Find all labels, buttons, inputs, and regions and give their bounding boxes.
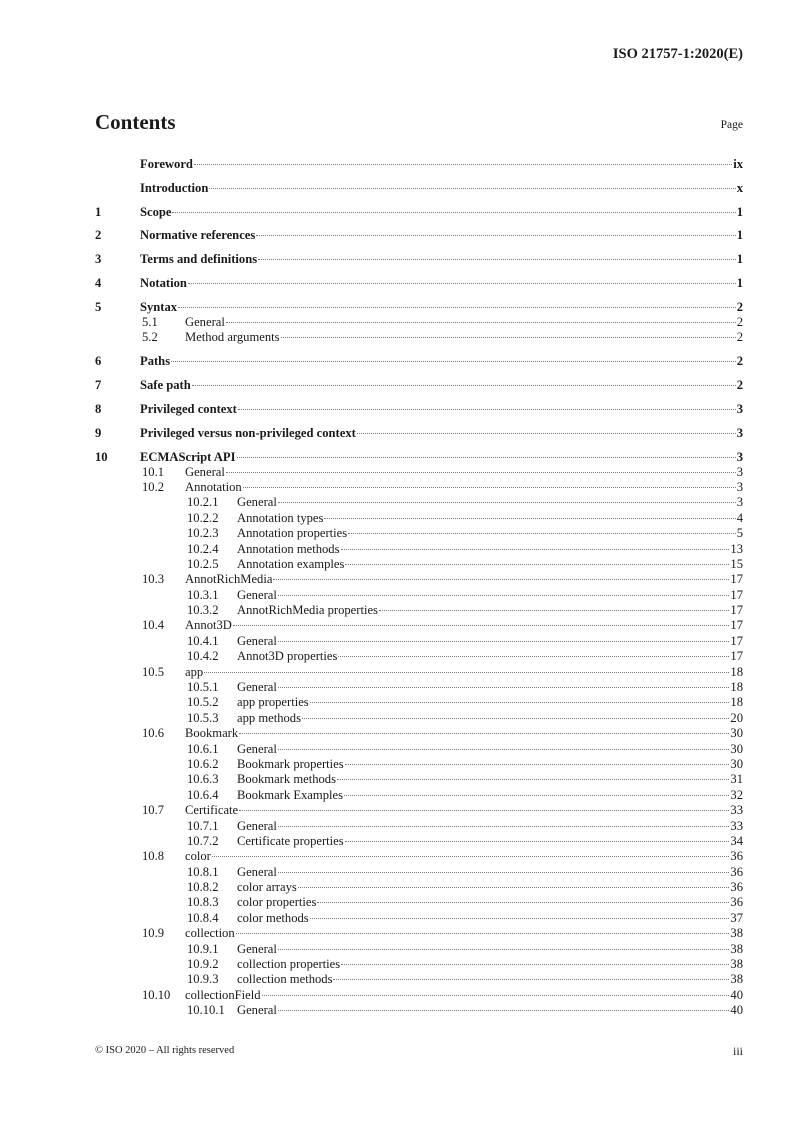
toc-entry[interactable]: [95, 1003, 743, 1018]
toc-entry[interactable]: [95, 603, 743, 618]
toc-entry-page[interactable]: 17: [730, 603, 743, 618]
toc-entry[interactable]: [95, 204, 743, 220]
toc-entry-number: 10.4.2: [187, 649, 219, 664]
toc-entry[interactable]: [95, 880, 743, 895]
toc-entry[interactable]: [95, 665, 743, 680]
toc-entry-page[interactable]: 36: [730, 880, 743, 895]
toc-entry[interactable]: [95, 649, 743, 664]
toc-entry-page[interactable]: 3: [736, 401, 743, 416]
toc-entry[interactable]: [95, 742, 743, 757]
toc-entry-title[interactable]: Annotation examples: [237, 556, 345, 571]
toc-entry[interactable]: [95, 511, 743, 526]
dot-leader: [345, 764, 730, 765]
toc-entry-page[interactable]: 36: [730, 895, 743, 910]
dot-leader: [256, 235, 735, 236]
dot-leader: [278, 502, 736, 503]
toc-entry[interactable]: [95, 849, 743, 864]
dot-leader: [178, 307, 736, 308]
toc-entry-number: 10.10.1: [187, 1003, 225, 1018]
dot-leader: [302, 718, 729, 719]
toc-entry-number: 10.10: [142, 987, 171, 1002]
toc-entry-page[interactable]: 32: [730, 787, 743, 802]
toc-entry-number: 10.7: [142, 803, 165, 818]
dot-leader: [310, 702, 730, 703]
toc-entry[interactable]: [95, 465, 743, 480]
toc-entry-title[interactable]: collection properties: [237, 957, 341, 972]
dot-leader: [278, 595, 730, 596]
toc-entry-number: 6: [95, 354, 102, 369]
toc-entry[interactable]: [95, 572, 743, 587]
toc-entry-title[interactable]: General: [237, 587, 277, 602]
toc-entry[interactable]: [95, 353, 743, 369]
toc-entry-title[interactable]: Annot3D properties: [237, 649, 338, 664]
toc-entry[interactable]: [95, 911, 743, 926]
dot-leader: [341, 549, 730, 550]
toc-entry[interactable]: [95, 557, 743, 572]
toc-entry-page[interactable]: 40: [730, 1003, 743, 1018]
toc-entry-page[interactable]: 18: [730, 680, 743, 695]
toc-entry-title[interactable]: app: [185, 664, 204, 679]
toc-entry-number: 10.5: [142, 664, 165, 679]
toc-entry-title[interactable]: Bookmark properties: [237, 756, 344, 771]
toc-entry-number: 9: [95, 425, 102, 440]
toc-entry-page[interactable]: 3: [736, 495, 743, 510]
dot-leader: [278, 641, 730, 642]
toc-entry[interactable]: [95, 425, 743, 441]
toc-entry[interactable]: [95, 834, 743, 849]
toc-entry-page[interactable]: 17: [730, 572, 743, 587]
toc-entry-number: 10.9: [142, 926, 165, 941]
toc-entry[interactable]: [95, 299, 743, 315]
toc-entry-title[interactable]: Certificate: [185, 803, 239, 818]
dot-leader: [262, 995, 730, 996]
toc-entry-title[interactable]: Annotation: [185, 479, 242, 494]
dot-leader: [258, 259, 736, 260]
table-of-contents: [95, 156, 743, 1019]
toc-entry-number: 10.9.1: [187, 941, 219, 956]
toc-entry-title[interactable]: Bookmark: [185, 726, 239, 741]
toc-entry-title[interactable]: color properties: [237, 895, 317, 910]
toc-entry-number: 10.3: [142, 572, 165, 587]
dot-leader: [239, 810, 729, 811]
toc-entry-title[interactable]: app methods: [237, 710, 302, 725]
toc-entry-title[interactable]: Certificate properties: [237, 833, 344, 848]
toc-entry[interactable]: [95, 942, 743, 957]
toc-entry-title[interactable]: Normative references: [140, 228, 256, 243]
toc-entry-title[interactable]: Annotation methods: [237, 541, 340, 556]
toc-entry-title[interactable]: Privileged context: [140, 401, 237, 416]
toc-entry-page[interactable]: 3: [736, 464, 743, 479]
toc-entry[interactable]: [95, 275, 743, 291]
toc-entry-title[interactable]: Bookmark methods: [237, 772, 336, 787]
toc-entry[interactable]: [95, 957, 743, 972]
toc-entry-number: 10.7.2: [187, 833, 219, 848]
toc-entry-number: 10.3.2: [187, 603, 219, 618]
toc-entry-page[interactable]: 2: [736, 378, 743, 393]
toc-entry[interactable]: [95, 449, 743, 465]
dot-leader: [273, 579, 729, 580]
toc-entry-page[interactable]: 17: [730, 587, 743, 602]
toc-entry[interactable]: [95, 588, 743, 603]
toc-entry[interactable]: [95, 480, 743, 495]
dot-leader: [345, 564, 729, 565]
toc-entry-number: 10.2: [142, 479, 165, 494]
toc-entry-page[interactable]: 20: [730, 710, 743, 725]
toc-entry-number: 7: [95, 378, 102, 393]
dot-leader: [278, 872, 730, 873]
toc-entry-number: 10.8.4: [187, 910, 219, 925]
dot-leader: [341, 964, 729, 965]
toc-entry-page[interactable]: x: [736, 180, 743, 195]
toc-entry-title[interactable]: General: [237, 818, 277, 833]
toc-entry-title[interactable]: Foreword: [140, 157, 193, 171]
dot-leader: [278, 687, 730, 688]
toc-entry[interactable]: [95, 377, 743, 393]
toc-entry-title[interactable]: Annotation properties: [237, 526, 348, 541]
toc-entry-page[interactable]: 17: [730, 618, 743, 633]
toc-entry-title[interactable]: Privileged versus non-privileged context: [140, 425, 356, 440]
page-column-label: Page: [720, 119, 743, 131]
toc-entry-number: 10.6.3: [187, 772, 219, 787]
toc-entry-page[interactable]: 15: [730, 556, 743, 571]
toc-entry-title[interactable]: collection: [185, 926, 235, 941]
toc-entry[interactable]: [95, 695, 743, 710]
toc-entry[interactable]: [95, 180, 743, 196]
footer-page-number: iii: [732, 1044, 743, 1058]
dot-leader: [238, 409, 736, 410]
toc-entry-number: 10.6: [142, 726, 165, 741]
dot-leader: [171, 361, 736, 362]
toc-entry-number: 10.8.2: [187, 880, 219, 895]
toc-entry-page[interactable]: 1: [736, 252, 743, 267]
dot-leader: [298, 887, 730, 888]
toc-entry-number: 10.6.2: [187, 756, 219, 771]
toc-entry[interactable]: [95, 680, 743, 695]
toc-entry-page[interactable]: 38: [730, 972, 743, 987]
toc-entry-page[interactable]: 1: [736, 204, 743, 219]
toc-entry-number: 10.6.4: [187, 787, 219, 802]
toc-entry-number: 10.7.1: [187, 818, 219, 833]
toc-entry-number: 10.1: [142, 464, 165, 479]
toc-entry-title[interactable]: General: [237, 680, 277, 695]
toc-entry-title[interactable]: General: [237, 741, 277, 756]
toc-entry-page[interactable]: 37: [730, 910, 743, 925]
toc-entry-title[interactable]: color arrays: [237, 880, 297, 895]
toc-entry-title[interactable]: Annot3D: [185, 618, 232, 633]
toc-entry-page[interactable]: 3: [736, 425, 743, 440]
toc-entry-title[interactable]: Annotation types: [237, 510, 324, 525]
dot-leader: [237, 457, 736, 458]
toc-entry-title[interactable]: General: [185, 464, 225, 479]
dot-leader: [212, 856, 730, 857]
toc-entry-page[interactable]: 33: [730, 803, 743, 818]
toc-entry-number: 10.2.5: [187, 556, 219, 571]
toc-entry-number: 5: [95, 299, 102, 314]
toc-entry-page[interactable]: 2: [736, 354, 743, 369]
toc-entry-title[interactable]: Scope: [140, 204, 172, 219]
toc-entry-number: 10.4: [142, 618, 165, 633]
dot-leader: [278, 949, 730, 950]
toc-entry-page[interactable]: 2: [736, 314, 743, 329]
toc-entry[interactable]: [95, 526, 743, 541]
toc-entry-page[interactable]: ix: [733, 157, 743, 171]
toc-entry-number: 8: [95, 401, 102, 416]
toc-entry-number: 10.8: [142, 849, 165, 864]
toc-entry[interactable]: [95, 401, 743, 417]
toc-entry[interactable]: [95, 788, 743, 803]
toc-entry[interactable]: [95, 227, 743, 243]
toc-entry-page[interactable]: 17: [730, 649, 743, 664]
toc-entry-page[interactable]: 17: [730, 633, 743, 648]
toc-entry-number: 10.5.1: [187, 680, 219, 695]
dot-leader: [379, 610, 729, 611]
dot-leader: [338, 656, 729, 657]
toc-entry-title[interactable]: app properties: [237, 695, 309, 710]
toc-entry[interactable]: [95, 772, 743, 787]
toc-entry-page[interactable]: 38: [730, 941, 743, 956]
toc-entry-number: 10.5.3: [187, 710, 219, 725]
toc-entry-page[interactable]: 3: [736, 479, 743, 494]
dot-leader: [226, 322, 736, 323]
toc-entry[interactable]: [95, 926, 743, 941]
toc-entry-title[interactable]: General: [185, 314, 225, 329]
dot-leader: [188, 283, 736, 284]
dot-leader: [233, 625, 730, 626]
toc-entry-page[interactable]: 2: [736, 330, 743, 345]
dot-leader: [209, 188, 735, 189]
toc-entry-title[interactable]: AnnotRichMedia properties: [237, 603, 378, 618]
toc-entry-number: 1: [95, 204, 102, 219]
toc-entry-page[interactable]: 36: [730, 864, 743, 879]
toc-entry-number: 2: [95, 228, 102, 243]
dot-leader: [236, 933, 730, 934]
toc-entry-page[interactable]: 33: [730, 818, 743, 833]
toc-entry-title[interactable]: collectionField: [185, 987, 261, 1002]
toc-entry-title[interactable]: Method arguments: [185, 330, 280, 345]
toc-entry[interactable]: [95, 634, 743, 649]
dot-leader: [344, 795, 729, 796]
toc-entry-title[interactable]: General: [237, 864, 277, 879]
toc-entry[interactable]: [95, 726, 743, 741]
dot-leader: [239, 733, 729, 734]
dot-leader: [357, 433, 736, 434]
toc-entry-number: 10.2.3: [187, 526, 219, 541]
toc-entry[interactable]: [95, 542, 743, 557]
dot-leader: [281, 337, 736, 338]
dot-leader: [310, 918, 730, 919]
document-id-header: ISO 21757-1:2020(E): [612, 46, 743, 62]
toc-entry-number: 10.2.1: [187, 495, 219, 510]
dot-leader: [324, 518, 735, 519]
toc-entry-page[interactable]: 1: [736, 228, 743, 243]
toc-entry[interactable]: [95, 156, 743, 172]
toc-entry-page[interactable]: 2: [736, 299, 743, 314]
toc-entry-title[interactable]: color methods: [237, 910, 309, 925]
toc-entry-page[interactable]: 30: [730, 741, 743, 756]
toc-entry[interactable]: [95, 618, 743, 633]
toc-entry-title[interactable]: General: [237, 633, 277, 648]
toc-entry-number: 10.6.1: [187, 741, 219, 756]
dot-leader: [345, 841, 730, 842]
toc-entry-page[interactable]: 13: [730, 541, 743, 556]
toc-entry[interactable]: [95, 251, 743, 267]
dot-leader: [337, 779, 729, 780]
toc-entry-page[interactable]: 4: [736, 510, 743, 525]
page-title: Contents: [95, 110, 176, 134]
dot-leader: [333, 979, 729, 980]
toc-entry[interactable]: [95, 895, 743, 910]
toc-entry-number: 3: [95, 252, 102, 267]
toc-entry-title[interactable]: Syntax: [140, 299, 178, 314]
toc-entry[interactable]: [95, 803, 743, 818]
toc-entry-number: 5.2: [142, 330, 158, 345]
toc-entry[interactable]: [95, 865, 743, 880]
dot-leader: [243, 487, 736, 488]
toc-entry[interactable]: [95, 315, 743, 330]
toc-entry-page[interactable]: 40: [730, 987, 743, 1002]
toc-entry-page[interactable]: 1: [736, 275, 743, 290]
toc-entry[interactable]: [95, 711, 743, 726]
toc-entry-title[interactable]: Introduction: [140, 180, 209, 195]
toc-entry-title[interactable]: color: [185, 849, 211, 864]
toc-entry-title[interactable]: General: [237, 495, 277, 510]
toc-entry-page[interactable]: 36: [730, 849, 743, 864]
toc-entry-number: 4: [95, 275, 102, 290]
dot-leader: [317, 902, 729, 903]
toc-entry[interactable]: [95, 495, 743, 510]
toc-entry-page[interactable]: 30: [730, 726, 743, 741]
toc-entry-number: 10.9.3: [187, 972, 219, 987]
toc-entry-title[interactable]: Paths: [140, 354, 171, 369]
toc-entry-number: 10: [95, 449, 108, 464]
toc-entry-number: 5.1: [142, 314, 158, 329]
toc-entry-number: 10.2.4: [187, 541, 219, 556]
toc-entry-number: 10.2.2: [187, 510, 219, 525]
toc-entry[interactable]: [95, 988, 743, 1003]
toc-entry[interactable]: [95, 757, 743, 772]
toc-entry-title[interactable]: General: [237, 1003, 277, 1018]
toc-entry-title[interactable]: Notation: [140, 275, 187, 290]
toc-entry-page[interactable]: 5: [736, 526, 743, 541]
toc-entry-title[interactable]: Bookmark Examples: [237, 787, 343, 802]
dot-leader: [348, 533, 736, 534]
dot-leader: [278, 1010, 730, 1011]
dot-leader: [204, 672, 729, 673]
toc-entry-title[interactable]: ECMAScript API: [140, 449, 236, 464]
toc-entry-title[interactable]: collection methods: [237, 972, 333, 987]
dot-leader: [192, 385, 736, 386]
toc-entry-page[interactable]: 3: [736, 449, 743, 464]
toc-entry-title[interactable]: AnnotRichMedia: [185, 572, 273, 587]
toc-entry-number: 10.5.2: [187, 695, 219, 710]
dot-leader: [194, 164, 732, 165]
dot-leader: [278, 826, 730, 827]
toc-entry[interactable]: [95, 972, 743, 987]
toc-entry-page[interactable]: 18: [730, 664, 743, 679]
toc-entry-number: 10.4.1: [187, 633, 219, 648]
dot-leader: [278, 749, 730, 750]
toc-entry-title[interactable]: General: [237, 941, 277, 956]
toc-entry-page[interactable]: 18: [730, 695, 743, 710]
dot-leader: [172, 212, 735, 213]
toc-entry-page[interactable]: 31: [730, 772, 743, 787]
toc-entry-title[interactable]: Terms and definitions: [140, 252, 258, 267]
toc-entry-page[interactable]: 38: [730, 926, 743, 941]
footer-copyright: © ISO 2020 – All rights reserved: [95, 1045, 235, 1056]
toc-entry[interactable]: [95, 330, 743, 345]
dot-leader: [226, 472, 736, 473]
toc-entry[interactable]: [95, 819, 743, 834]
toc-entry-number: 10.9.2: [187, 957, 219, 972]
toc-entry-title[interactable]: Safe path: [140, 378, 191, 393]
toc-entry-number: 10.8.1: [187, 864, 219, 879]
toc-entry-page[interactable]: 34: [730, 833, 743, 848]
toc-entry-number: 10.8.3: [187, 895, 219, 910]
toc-entry-number: 10.3.1: [187, 587, 219, 602]
toc-entry-page[interactable]: 38: [730, 957, 743, 972]
toc-entry-page[interactable]: 30: [730, 756, 743, 771]
